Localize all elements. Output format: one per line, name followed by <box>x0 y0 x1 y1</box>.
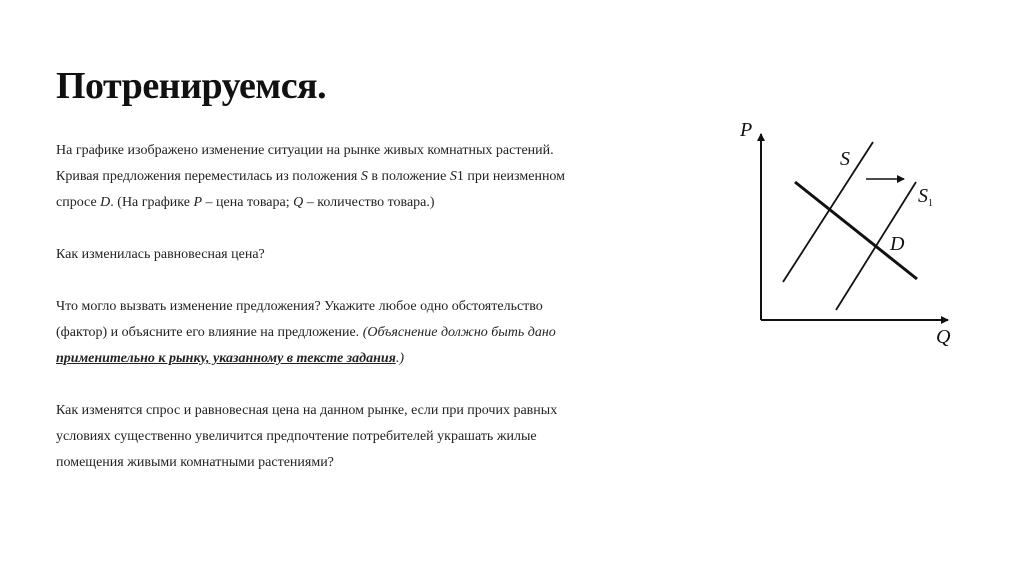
text-fragment: – цена товара; <box>202 195 294 210</box>
text-fragment: Что могло вызвать изменение предложения? Укажите любое одно обстоятельство (фактор) и объясните его влияние на предложение. <box>56 299 543 340</box>
demand-curve-d <box>795 182 917 279</box>
variable-s: S <box>360 169 368 184</box>
task-paragraph-graph-description <box>56 138 596 216</box>
supply-curve-s <box>783 142 873 282</box>
axis-label-p: P <box>740 119 753 141</box>
emphasis-text: применительно к рынку, указанному в тексте задания <box>56 351 396 366</box>
supply-demand-graph <box>728 112 968 352</box>
label-s1-index: 1 <box>928 198 933 209</box>
text-fragment: .) <box>395 351 405 366</box>
text-fragment: в положение <box>367 169 450 184</box>
text-fragment: На графике изображено изменение ситуации на рынке живых комнатных растений. Кривая предложения переместилась из положения <box>56 143 554 184</box>
variable-s1: S <box>449 169 457 184</box>
task-question-demand: Как изменятся спрос и равновесная цена на данном рынке, если при прочих равных условиях существенно увеличится предпочтение потребителей украшать жилые помещения живыми комнатными растениями? <box>56 403 558 470</box>
label-s: S <box>840 148 850 170</box>
variable-q: Q <box>293 195 304 210</box>
text-fragment: . (На графике <box>110 195 194 210</box>
label-s1-letter: S <box>918 185 928 207</box>
text-fragment: при неизменном спросе <box>56 169 566 210</box>
variable-p: P <box>193 195 203 210</box>
label-d: D <box>890 233 905 255</box>
label-s1 <box>918 185 933 209</box>
task-question-factor <box>56 294 596 372</box>
task-text <box>56 138 596 476</box>
axis-label-q: Q <box>936 326 951 348</box>
slide-title: Потренируемся. <box>56 65 327 107</box>
task-question-price: Как изменилась равновесная цена? <box>56 247 265 262</box>
text-fragment: (Объяснение должно быть дано <box>362 325 556 340</box>
variable-s1-index: 1 <box>456 169 464 184</box>
text-fragment: – количество товара.) <box>303 195 435 210</box>
variable-d: D <box>100 195 111 210</box>
